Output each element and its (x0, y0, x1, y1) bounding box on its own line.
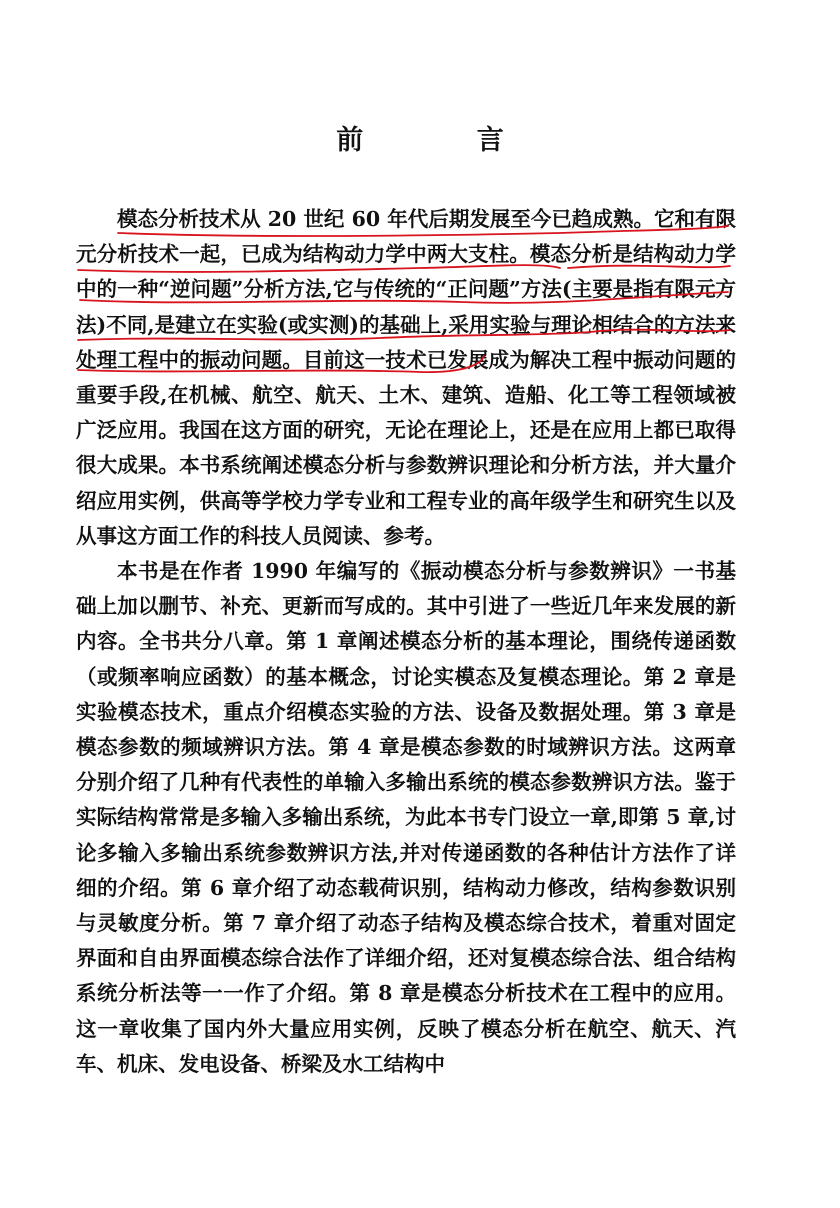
paragraph-1: 模态分析技术从 20 世纪 60 年代后期发展至今已趋成熟。它和有限元分析技术一起，已成为结构动力学中两大支柱。模态分析是结构动力学中的一种“逆问题”分析方法,它与传统的“正问题”方法(主要是指有限元方法)不同,是建立在实验(或实测)的基础上,采用实验与理论相结合的方法来处理工程中的振动问题。目前这一技术已发展成为解决工程中振动问题的重要手段,在机械、航空、航天、土木、建筑、造船、化工等工程领域被广泛应用。我国在这方面的研究，无论在理论上，还是在应用上都已取得很大成果。本书系统阐述模态分析与参数辨识理论和分析方法，并大量介绍应用实例，供高等学校力学专业和工程专业的高年级学生和研究生以及从事这方面工作的科技人员阅读、参考。 (76, 207, 736, 548)
body-text (76, 202, 736, 1082)
page-title: 前 言 (336, 125, 556, 156)
paragraph-2: 本书是在作者 1990 年编写的《振动模态分析与参数辨识》一书基础上加以删节、补充、更新而写成的。其中引进了一些近几年来发展的新内容。全书共分八章。第 1 章阐述模态分析的基本理论，围绕传递函数（或频率响应函数）的基本概念，讨论实模态及复模态理论。第 2 章是实验模态技术，重点介绍模态实验的方法、设备及数据处理。第 3 章是模态参数的频域辨识方法。第 4 章是模态参数的时域辨识方法。这两章分别介绍了几种有代表性的单输入多输出系统的模态参数辨识方法。鉴于实际结构常常是多输入多输出系统，为此本书专门设立一章,即第 5 章,讨论多输入多输出系统参数辨识方法,并对传递函数的各种估计方法作了详细的介绍。第 6 章介绍了动态载荷识别，结构动力修改，结构参数识别与灵敏度分析。第 7 章介绍了动态子结构及模态综合技术，着重对固定界面和自由界面模态综合法作了详细介绍，还对复模态综合法、组合结构系统分析法等一一作了介绍。第 8 章是模态分析技术在工程中的应用。这一章收集了国内外大量应用实例，反映了模态分析在航空、航天、汽车、机床、发电设备、桥梁及水工结构中 (76, 559, 736, 1076)
